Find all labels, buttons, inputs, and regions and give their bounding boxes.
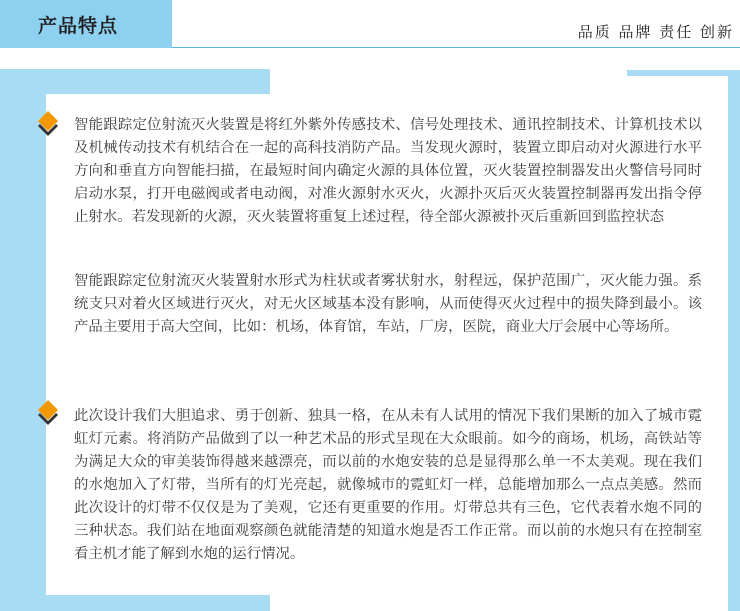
decorative-right-bar-side xyxy=(728,70,740,611)
paragraph-intro: 智能跟踪定位射流灭火装置是将红外紫外传感技术、信号处理技术、通讯控制技术、计算机技术以及机械传动技术有机结合在一起的高科技消防产品。当发现火源时，装置立即启动对火源进行水平方向和垂直方向智能扫描，在最短时间内确定火源的具体位置，灭火装置控制器发出火警信号同时启动水泵，打开电磁阀或者电动阀，对准火源射水灭火，火源扑灭后灭火装置控制器再发出指令停止射水。若发现新的火源，灭火装置将重复上述过程，待全部火源被扑灭后重新回到监控状态 xyxy=(74,117,702,225)
diamond-bullet-icon xyxy=(38,111,58,137)
header-divider xyxy=(172,47,740,48)
diamond-bullet-icon xyxy=(38,400,58,426)
page-title: 产品特点 xyxy=(38,15,119,37)
decorative-right-bar-top xyxy=(627,70,740,76)
brand-tagline: 品质 品牌 责任 创新 xyxy=(577,23,734,41)
paragraph-features: 智能跟踪定位射流灭火装置射水形式为柱状或者雾状射水，射程远，保护范围广，灭火能力强。系统支只对着火区域进行灭火，对无火区域基本没有影响，从而使得灭火过程中的损失降到最小。该产品主要用于高大空间，比如：机场，体育馆，车站，厂房，医院，商业大厅会展中心等场所。 xyxy=(74,273,702,335)
paragraph-design: 此次设计我们大胆追求、勇于创新、独具一格，在从未有人试用的情况下我们果断的加入了城市霓虹灯元素。将消防产品做到了以一种艺术品的形式呈现在大众眼前。如今的商场，机场，高铁站等为满足大众的审美装饰得越来越漂亮，而以前的水炮安装的总是显得那么单一不太美观。现在我们的水炮加入了灯带，当所有的灯光亮起，就像城市的霓虹灯一样，总能增加那么一点点美感。然而此次设计的灯带不仅仅是为了美观，它还有更重要的作用。灯带总共有三色，它代表着水炮不同的三种状态。我们站在地面观察颜色就能清楚的知道水炮是否工作正常。而以前的水炮只有在控制室看主机才能了解到水炮的运行情况。 xyxy=(74,408,702,562)
